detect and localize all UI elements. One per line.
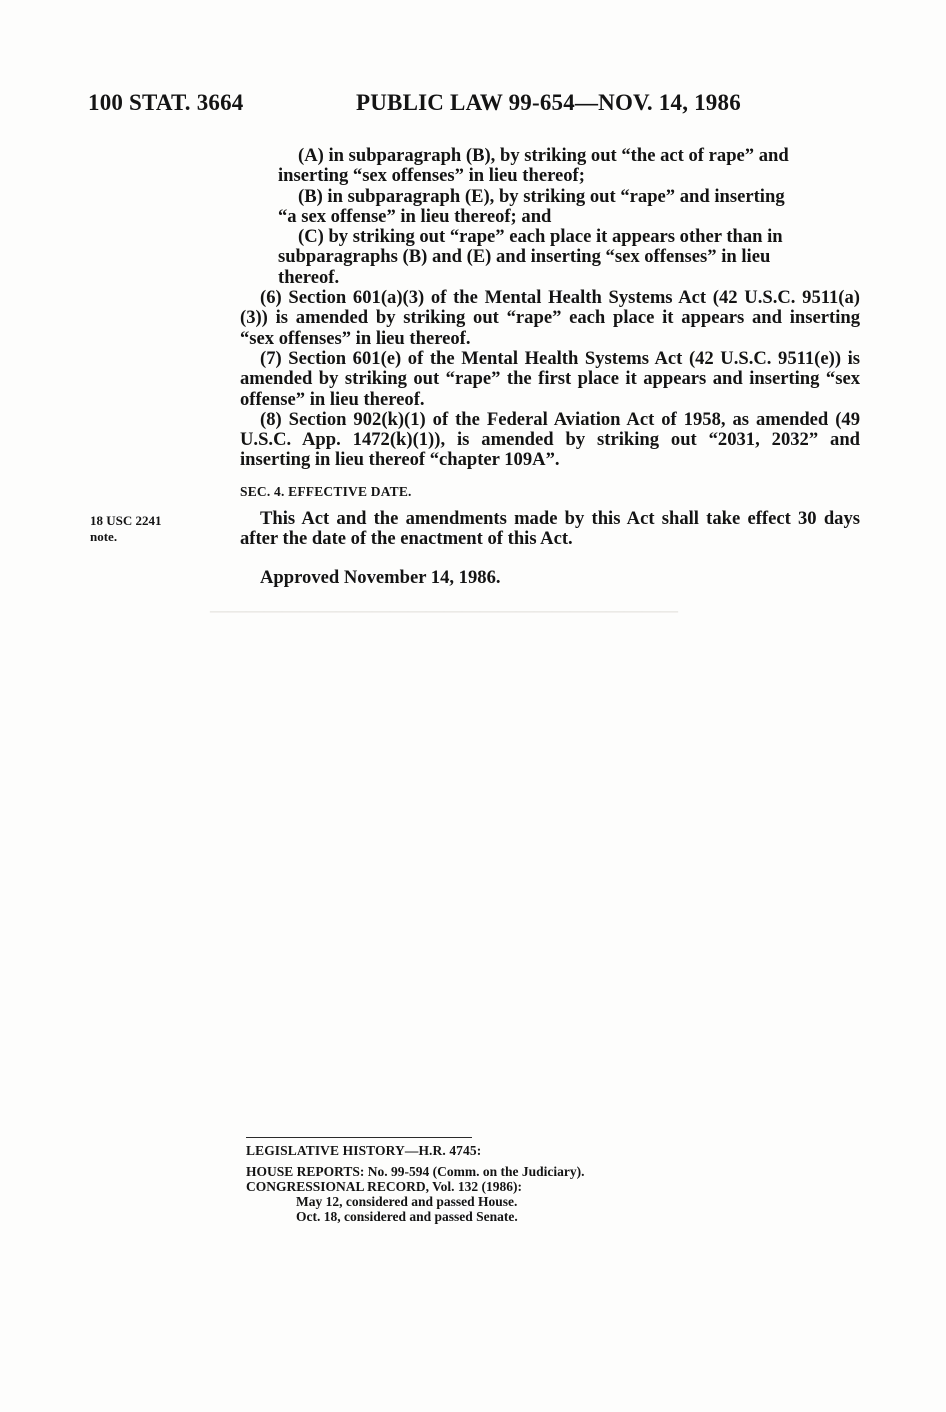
amendment-paragraph-6: (6) Section 601(a)(3) of the Mental Health Systems Act (42 U.S.C. 9511(a)(3)) is amended by striking out “rape” each place it appears and inserting “sex offenses” in lieu thereof. (240, 287, 860, 349)
margin-note-citation: 18 USC 2241 (90, 513, 162, 528)
effective-date-text (240, 509, 860, 550)
legislative-history-title: LEGISLATIVE HISTORY—H.R. 4745: (246, 1143, 482, 1158)
amendment-a-line1: (A) in subparagraph (B), by striking out “the act of rape” and (298, 145, 789, 166)
amendment-c-line2: subparagraphs (B) and (E) and inserting “sex offenses” in lieu (278, 246, 771, 268)
amendment-c-line3: thereof. (278, 266, 340, 288)
amendment-c-line1: (C) by striking out “rape” each place it appears other than in (298, 226, 783, 248)
amendment-b-line1: (B) in subparagraph (E), by striking out “rape” and inserting (298, 185, 785, 207)
legislative-history (246, 1143, 585, 1224)
effective-date-paragraph: This Act and the amendments made by this Act shall take effect 30 days after the date of the enactment of this Act. (240, 508, 860, 550)
house-passage-date: May 12, considered and passed House. (296, 1194, 518, 1209)
public-law-title: PUBLIC LAW 99-654—NOV. 14, 1986 (356, 90, 741, 115)
amendment-b-line2: “a sex offense” in lieu thereof; and (278, 205, 552, 227)
margin-note-label: note. (90, 529, 118, 544)
approval-date: Approved November 14, 1986. (260, 567, 501, 588)
section-heading: SEC. 4. EFFECTIVE DATE. (240, 484, 412, 499)
senate-passage-date: Oct. 18, considered and passed Senate. (296, 1209, 518, 1224)
amendment-a-line2: inserting “sex offenses” in lieu thereof; (278, 165, 585, 187)
margin-note (90, 513, 162, 545)
show-through-decoration: —————————————————————————— (210, 600, 678, 620)
amendment-paragraphs (240, 146, 860, 471)
congressional-record: CONGRESSIONAL RECORD, Vol. 132 (1986): (246, 1179, 523, 1194)
amendment-paragraph-7: (7) Section 601(e) of the Mental Health Systems Act (42 U.S.C. 9511(e)) is amended by striking out “rape” the first place it appears and inserting “sex offense” in lieu thereof. (240, 347, 860, 410)
statute-citation: 100 STAT. 3664 (88, 90, 244, 115)
house-reports: HOUSE REPORTS: No. 99-594 (Comm. on the Judiciary). (246, 1164, 585, 1179)
amendment-paragraph-8: (8) Section 902(k)(1) of the Federal Aviation Act of 1958, as amended (49 U.S.C. App. 1472(k)(1)), is amended by striking out “2031, 2032” and inserting in lieu thereof “chapter 109A”. (240, 408, 860, 471)
history-divider (246, 1137, 472, 1138)
